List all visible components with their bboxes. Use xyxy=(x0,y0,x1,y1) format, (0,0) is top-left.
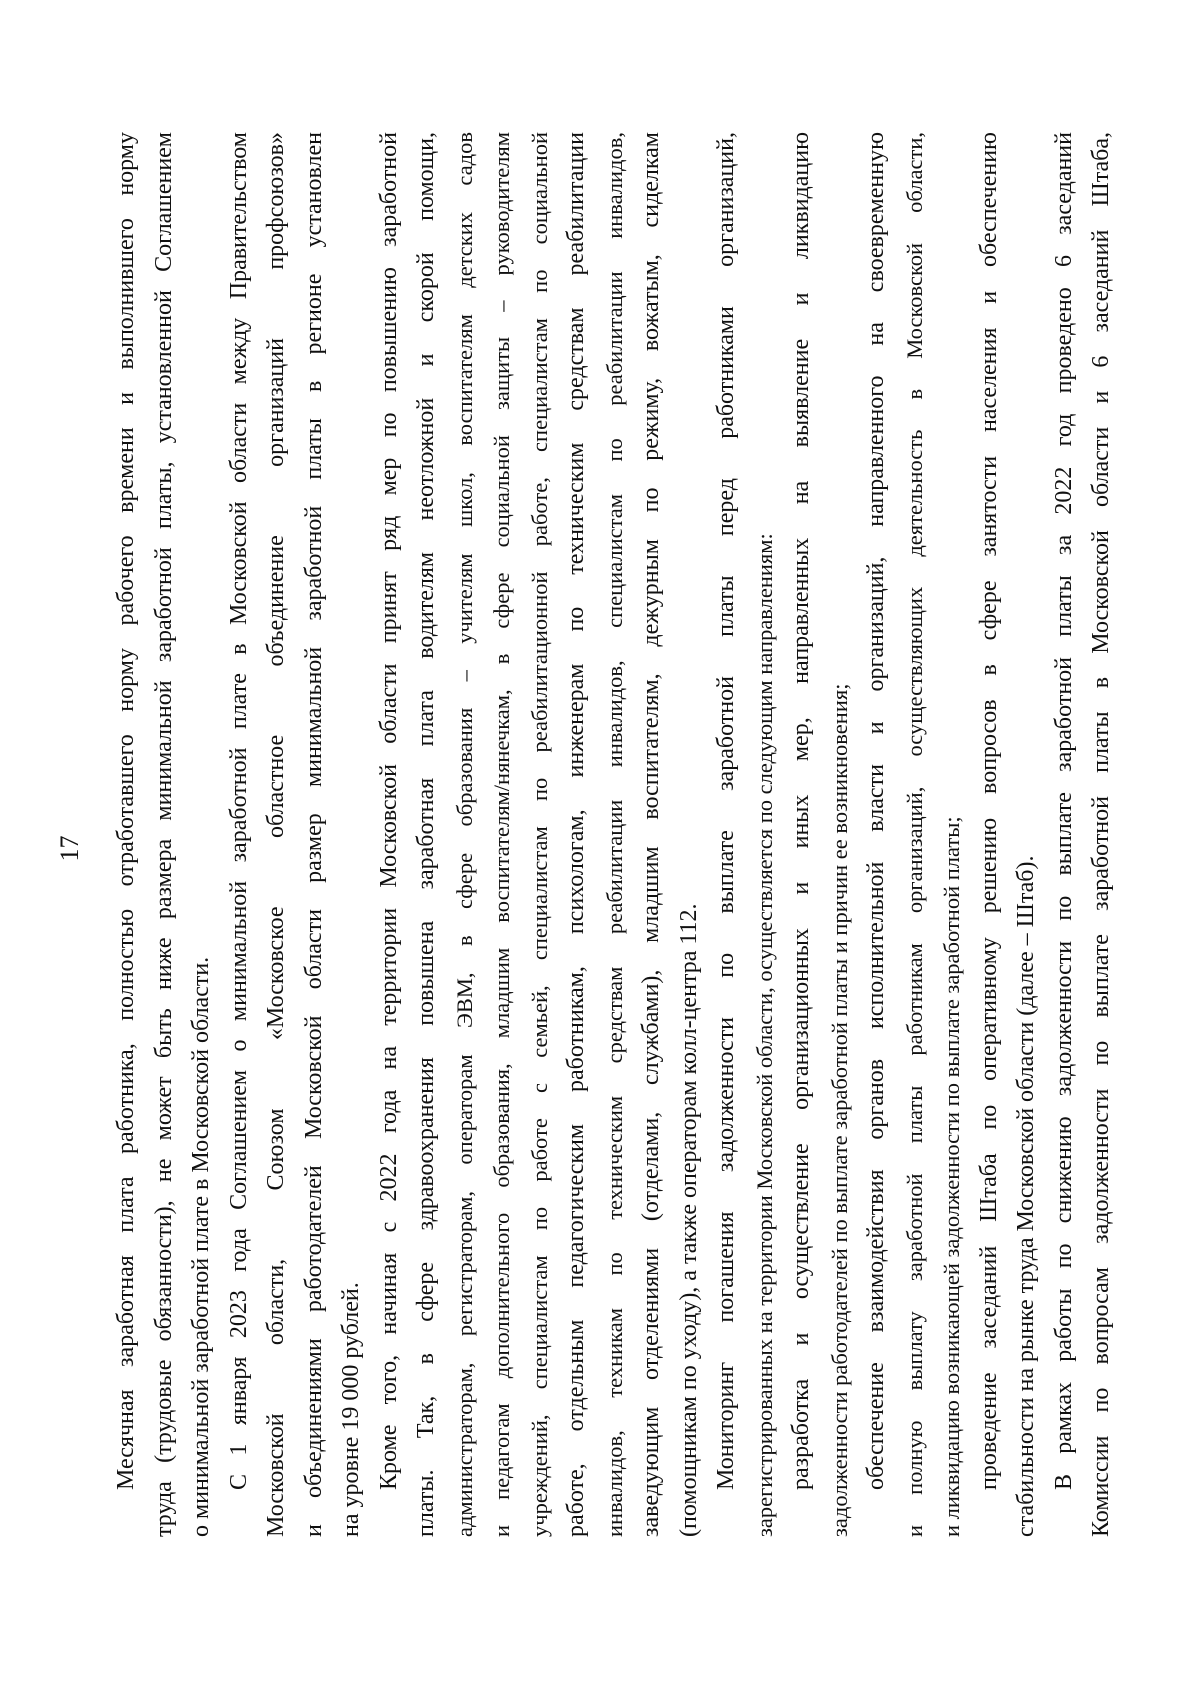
text-line: и полную выплату заработной платы работникам организаций, осуществляющих деятельность в Московской области, xyxy=(901,132,927,1537)
text-line: обеспечение взаимодействия органов исполнительной власти и организаций, направленного на своевременную xyxy=(863,132,889,1490)
text-line: труда (трудовые обязанности), не может быть ниже размера минимальной заработной платы, установленной Соглашением xyxy=(150,132,177,1537)
text-line: о минимальной заработной плате в Московской области. xyxy=(188,956,214,1537)
text-line: заведующим отделениями (отделами, службами), младшим воспитателям, дежурным по режиму, вожатым, сиделкам xyxy=(638,132,664,1537)
text-line: и объединениями работодателей Московской области размер минимальной заработной платы в регионе установлен xyxy=(300,132,327,1537)
text-line: и педагогам дополнительного образования, младшим воспитателям/нянечкам, в сфере социальной защиты – руководителям xyxy=(489,132,514,1537)
text-line: Месячная заработная плата работника, полностью отработавшего норму рабочего времени и выполнившего норму xyxy=(113,132,139,1490)
page-number: 17 xyxy=(55,835,84,862)
text-line: В рамках работы по снижению задолженности по выплате заработной платы за 2022 год проведено 6 заседаний xyxy=(1050,132,1077,1490)
text-line: зарегистрированных на территории Московской области, осуществляется по следующим направлениям: xyxy=(751,533,777,1537)
text-line: учреждений, специалистам по работе с семьей, специалистам по реабилитационной работе, специалистам по социальной xyxy=(526,132,552,1537)
text-line: С 1 января 2023 года Соглашением о минимальной заработной плате в Московской области между Правительством xyxy=(225,132,252,1490)
text-line: Московской области, Союзом «Московское областное объединение организаций профсоюзов» xyxy=(263,132,289,1537)
text-line: (помощникам по уходу), а также операторам колл-центра 112. xyxy=(675,903,702,1537)
text-line: задолженности работодателей по выплате заработной платы и причин ее возникновения; xyxy=(826,683,852,1537)
text-line: проведение заседаний Штаба по оперативному решению вопросов в сфере занятости населения и обеспечению xyxy=(975,132,1002,1490)
text-line: платы. Так, в сфере здравоохранения повышена заработная плата водителям неотложной и скорой помощи, xyxy=(413,132,439,1537)
text-line: инвалидов, техникам по техническим средствам реабилитации инвалидов, специалистам по реабилитации инвалидов, xyxy=(601,132,627,1537)
text-line: Комиссии по вопросам задолженности по выплате заработной платы в Московской области и 6 заседаний Штаба, xyxy=(1088,132,1114,1537)
text-line: Мониторинг погашения задолженности по выплате заработной платы перед работниками организаций, xyxy=(713,132,739,1490)
text-line: и ликвидацию возникающей задолженности по выплате заработной платы; xyxy=(939,816,964,1537)
document-body xyxy=(108,132,1121,1537)
text-line: на уровне 19 000 рублей. xyxy=(338,1282,364,1537)
text-line: стабильности на рынке труда Московской области (далее – Штаб). xyxy=(1013,855,1039,1537)
text-line: работе, отдельным педагогическим работникам, психологам, инженерам по техническим средствам реабилитации xyxy=(563,132,589,1537)
text-line: администраторам, регистраторам, операторам ЭВМ, в сфере образования – учителям школ, воспитателям детских садов xyxy=(451,132,477,1537)
text-line: разработка и осуществление организационных и иных мер, направленных на выявление и ликвидацию xyxy=(788,132,814,1490)
text-line: Кроме того, начиная с 2022 года на территории Московской области принят ряд мер по повышению заработной xyxy=(375,132,402,1490)
